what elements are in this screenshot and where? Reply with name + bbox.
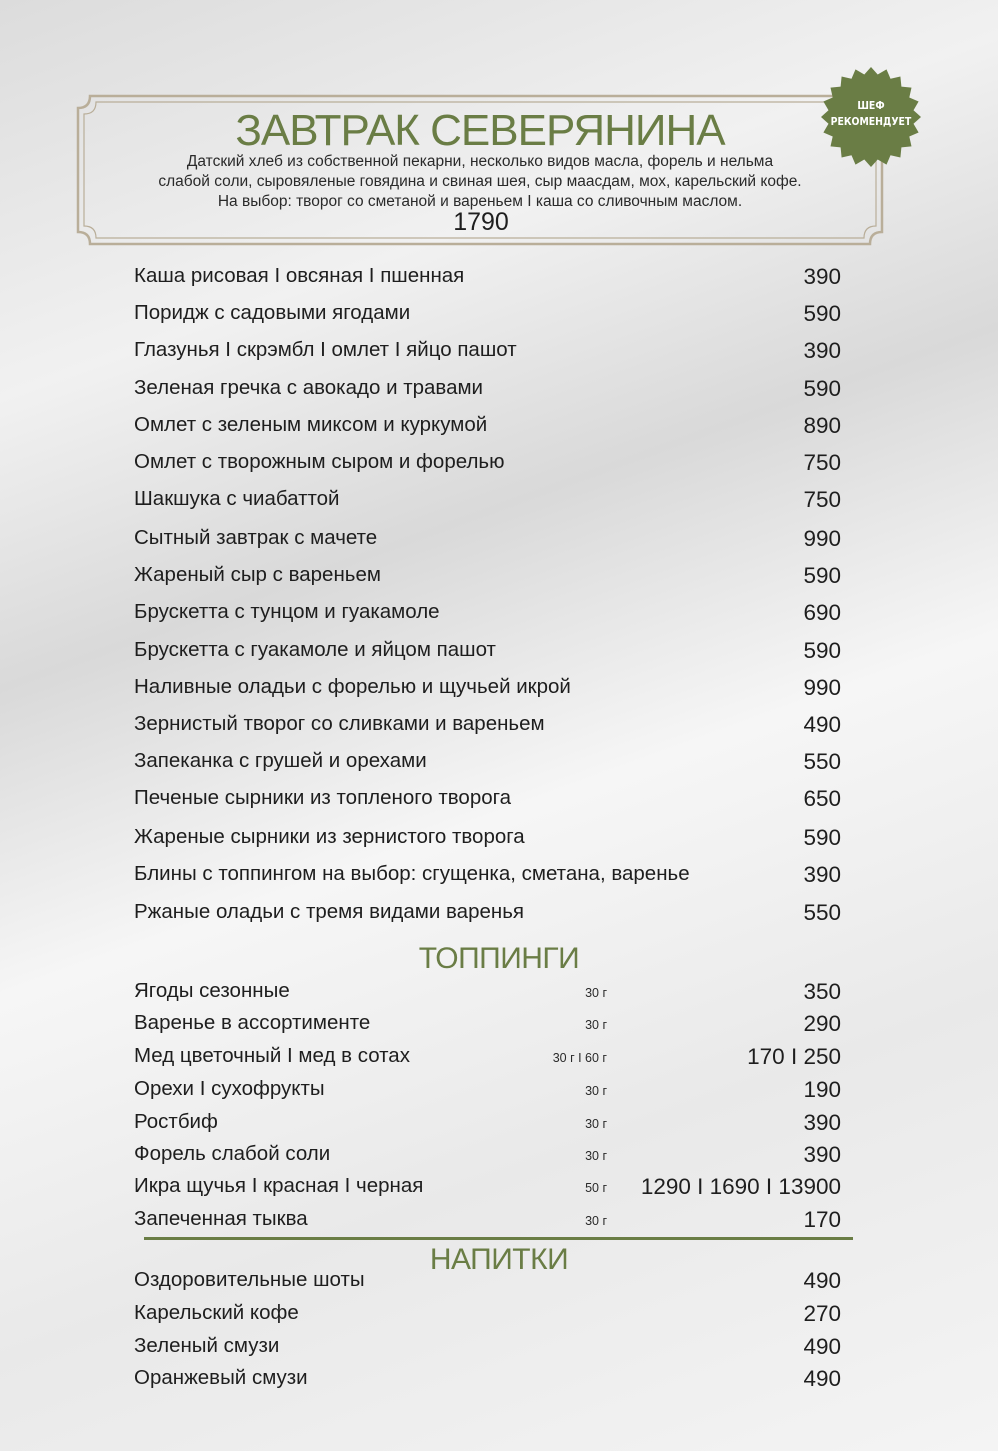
menu-item — [134, 675, 841, 705]
menu-item-name: Мед цветочный I мед в сотах — [134, 1044, 410, 1067]
description-line: Датский хлеб из собственной пекарни, несколько видов масла, форель и нельма — [186, 153, 774, 170]
set-price: 1790 — [453, 208, 509, 236]
chef-recommends-badge — [828, 98, 915, 130]
badge-line: РЕКОМЕНДУЕТ — [830, 115, 912, 128]
menu-item-name: Ягоды сезонные — [134, 979, 290, 1002]
menu-item-name: Брускетта с гуакамоле и яйцом пашот — [134, 638, 496, 661]
menu-item-name: Омлет с творожным сыром и форелью — [134, 450, 505, 473]
menu-item-price: 170 I 250 — [747, 1044, 841, 1069]
menu-item — [134, 1334, 841, 1364]
description-line: слабой соли, сыровяленые говядина и свиная шея, сыр маасдам, мох, карельский кофе. — [158, 173, 802, 190]
menu-item-price: 490 — [803, 712, 841, 737]
menu-item-price: 650 — [803, 786, 841, 811]
menu-item-price: 750 — [803, 450, 841, 475]
menu-item — [134, 1366, 841, 1396]
menu-item-price: 590 — [803, 376, 841, 401]
menu-item-name: Запеканка с грушей и орехами — [134, 749, 427, 772]
menu-item-price: 590 — [803, 301, 841, 326]
menu-item-name: Ржаные оладьи с тремя видами варенья — [134, 900, 524, 923]
menu-item-name: Орехи I сухофрукты — [134, 1077, 325, 1100]
page-title: ЗАВТРАК СЕВЕРЯНИНА — [235, 106, 725, 155]
menu-item-name: Зернистый творог со сливками и вареньем — [134, 712, 545, 735]
menu-item-name: Оздоровительные шоты — [134, 1268, 365, 1291]
menu-item-price: 170 — [803, 1207, 841, 1232]
menu-item — [134, 979, 841, 1009]
menu-item — [134, 638, 841, 668]
menu-item — [134, 1268, 841, 1298]
menu-item-price: 590 — [803, 638, 841, 663]
menu-item-price: 490 — [803, 1366, 841, 1391]
menu-item-name: Икра щучья I красная I черная — [134, 1174, 424, 1197]
menu-item-name: Шакшука с чиабаттой — [134, 487, 340, 510]
menu-item-price: 390 — [803, 1142, 841, 1167]
menu-item — [134, 563, 841, 593]
menu-item-name: Сытный завтрак с мачете — [134, 526, 378, 549]
menu-item — [134, 338, 841, 368]
menu-item-price: 390 — [803, 264, 841, 289]
menu-item-price: 590 — [803, 825, 841, 850]
set-description — [0, 152, 960, 212]
menu-item-price: 490 — [803, 1334, 841, 1359]
menu-item — [134, 1044, 841, 1074]
menu-item — [134, 450, 841, 480]
menu-item — [134, 600, 841, 630]
menu-item — [134, 825, 841, 855]
menu-item-weight: 30 г I 60 г — [552, 1051, 607, 1065]
menu-item — [134, 1077, 841, 1107]
menu-item-name: Ростбиф — [134, 1110, 218, 1133]
menu-item-price: 390 — [803, 862, 841, 887]
menu-item — [134, 786, 841, 816]
menu-item-weight: 30 г — [585, 1149, 607, 1163]
menu-item-name: Брускетта с тунцом и гуакамоле — [134, 600, 440, 623]
menu-item-name: Форель слабой соли — [134, 1142, 331, 1165]
menu-item-price: 350 — [803, 979, 841, 1004]
menu-item-name: Варенье в ассортименте — [134, 1011, 371, 1034]
menu-item-name: Поридж с садовыми ягодами — [134, 301, 411, 324]
menu-item-name: Глазунья I скрэмбл I омлет I яйцо пашот — [134, 338, 517, 361]
menu-item-weight: 30 г — [585, 1117, 607, 1131]
menu-item-price: 890 — [803, 413, 841, 438]
menu-item-name: Запеченная тыква — [134, 1207, 308, 1230]
menu-item — [134, 301, 841, 331]
menu-item — [134, 487, 841, 517]
menu-item-price: 190 — [803, 1077, 841, 1102]
menu-item — [134, 749, 841, 779]
section-divider — [144, 1237, 853, 1240]
menu-item-weight: 30 г — [585, 986, 607, 1000]
menu-item-weight: 50 г — [585, 1181, 607, 1195]
menu-item-weight: 30 г — [585, 1084, 607, 1098]
menu-item-name: Жареные сырники из зернистого творога — [134, 825, 525, 848]
description-line: На выбор: творог со сметаной и вареньем I каша со сливочным маслом. — [217, 193, 743, 210]
menu-item — [134, 264, 841, 294]
menu-item — [134, 1301, 841, 1331]
menu-item-price: 490 — [803, 1268, 841, 1293]
menu-item-price: 290 — [803, 1011, 841, 1036]
menu-item — [134, 1110, 841, 1140]
menu-item — [134, 1207, 841, 1237]
menu-item-price: 750 — [803, 487, 841, 512]
menu-item-name: Печеные сырники из топленого творога — [134, 786, 512, 809]
menu-item-name: Наливные оладьи с форелью и щучьей икрой — [134, 675, 571, 698]
menu-item-price: 990 — [803, 526, 841, 551]
menu-item-weight: 30 г — [585, 1214, 607, 1228]
menu-item-price: 590 — [803, 563, 841, 588]
drinks-section-title: НАПИТКИ — [429, 1243, 569, 1276]
menu-item — [134, 862, 841, 892]
menu-item-price: 690 — [803, 600, 841, 625]
menu-item-name: Карельский кофе — [134, 1301, 299, 1324]
menu-item-price: 390 — [803, 1110, 841, 1135]
menu-item-name: Жареный сыр с вареньем — [134, 563, 381, 586]
menu-item-name: Зеленый смузи — [134, 1334, 280, 1357]
menu-item-price: 990 — [803, 675, 841, 700]
menu-item-price: 1290 I 1690 I 13900 — [640, 1174, 841, 1199]
menu-item-weight: 30 г — [585, 1018, 607, 1032]
toppings-section-title: ТОППИНГИ — [418, 942, 580, 975]
menu-item — [134, 1011, 841, 1041]
menu-item — [134, 900, 841, 930]
menu-item-price: 550 — [803, 900, 841, 925]
menu-item — [134, 1142, 841, 1172]
menu-item-name: Блины с топпингом на выбор: сгущенка, сметана, варенье — [134, 862, 690, 885]
menu-item-name: Каша рисовая I овсяная I пшенная — [134, 264, 465, 287]
menu-item-price: 270 — [803, 1301, 841, 1326]
menu-item — [134, 413, 841, 443]
menu-item-price: 390 — [803, 338, 841, 363]
menu-item — [134, 526, 841, 556]
badge-line: ШЕФ — [857, 99, 885, 112]
menu-item-name: Оранжевый смузи — [134, 1366, 308, 1389]
menu-item — [134, 376, 841, 406]
menu-item — [134, 1174, 841, 1204]
menu-item-name: Зеленая гречка с авокадо и травами — [134, 376, 484, 399]
menu-item-price: 550 — [803, 749, 841, 774]
menu-item-name: Омлет с зеленым миксом и куркумой — [134, 413, 488, 436]
menu-item — [134, 712, 841, 742]
